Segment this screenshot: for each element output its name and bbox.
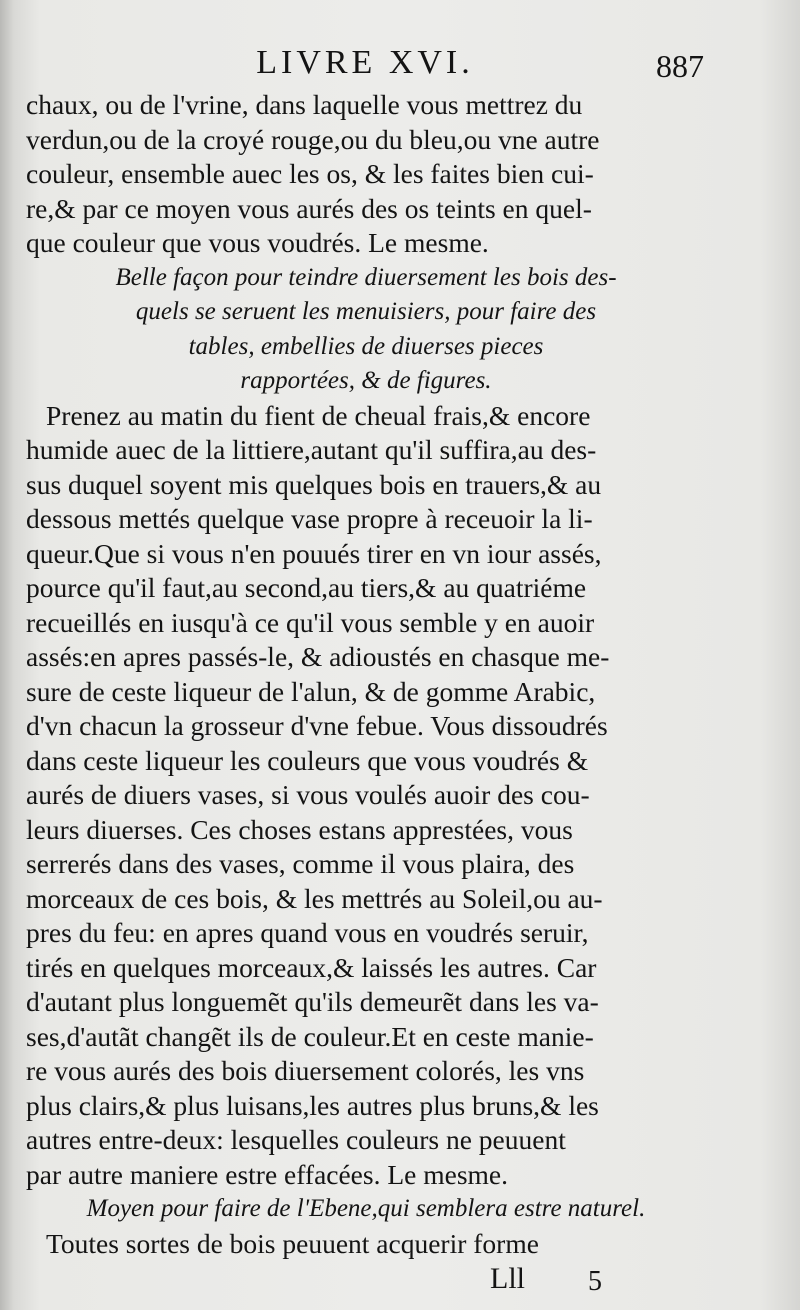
text-line: aurés de diuers vases, si vous voulés auoir des cou- — [26, 779, 590, 810]
signature-mark: Lll — [490, 1262, 525, 1295]
text-line: leurs diuerses. Ces choses estans apprestées, vous — [26, 813, 573, 845]
text-line: autres entre-deux: lesquelles couleurs ne peuuent — [26, 1124, 566, 1155]
page-number: 887 — [656, 48, 704, 84]
text-line-attribution: que couleur que vous voudrés. Le mesme. — [26, 227, 489, 258]
section-heading: rapportées, & de figures. — [240, 367, 492, 394]
text-line: queur.Que si vous n'en pouués tirer en vn iour assés, — [26, 537, 602, 569]
text-line: dans ceste liqueur les couleurs que vous voudrés & — [26, 744, 589, 776]
section-heading: Belle façon pour teindre diuersement les bois des- — [115, 263, 617, 291]
text-line: verdun,ou de la croyé rouge,ou du bleu,ou vne autre — [26, 123, 600, 155]
section-heading: Moyen pour faire de l'Ebene,qui semblera estre naturel. — [86, 1195, 646, 1222]
text-line: Toutes sortes de bois peuuent acquerir forme — [46, 1227, 539, 1259]
text-line: morceaux de ces bois, & les mettrés au Soleil,ou au- — [26, 882, 603, 914]
text-line: sus duquel soyent mis quelques bois en trauers,& au — [26, 468, 602, 500]
text-line: d'vn chacun la grosseur d'vne febue. Vous dissoudrés — [26, 710, 608, 741]
text-line: plus clairs,& plus luisans,les autres plus bruns,& les — [26, 1089, 599, 1121]
page-footer — [0, 1262, 800, 1302]
main-text — [26, 88, 706, 1261]
section-heading: tables, embellies de diuerses pieces — [188, 332, 544, 360]
show-through-ghost — [10, 270, 16, 297]
text-line: dessous mettés quelque vase propre à receuoir la li- — [26, 503, 593, 534]
text-line: couleur, ensemble auec les os, & les faites bien cui- — [26, 158, 594, 189]
text-line: serrerés dans des vases, comme il vous plaira, des — [26, 848, 575, 879]
text-line: chaux, ou de l'vrine, dans laquelle vous mettrez du — [26, 89, 583, 120]
text-line: recueillés en iusqu'à ce qu'il vous semble y en auoir — [26, 606, 595, 638]
text-line: pres du feu: en apres quand vous en voudrés seruir, — [26, 917, 589, 948]
text-line: ses,d'autãt changẽt ils de couleur.Et en ceste manie- — [26, 1020, 594, 1052]
text-line: humide auec de la littiere,autant qu'il suffira,au des- — [26, 434, 597, 465]
text-line: re vous aurés des bois diuersement colorés, les vns — [26, 1055, 585, 1086]
running-head: LIVRE XVI. — [256, 44, 474, 81]
text-line: pource qu'il faut,au second,au tiers,& au quatriéme — [26, 572, 587, 603]
text-line: Prenez au matin du fient de cheual frais,& encore — [46, 399, 591, 431]
text-line-attribution: par autre maniere estre effacées. Le mesme. — [26, 1158, 508, 1190]
page-header — [0, 44, 800, 88]
text-line: re,& par ce moyen vous aurés des os teints en quel- — [26, 192, 592, 224]
text-line: tirés en quelques morceaux,& laissés les autres. Car — [26, 951, 597, 983]
signature-number: 5 — [588, 1266, 602, 1297]
text-line: sure de ceste liqueur de l'alun, & de gomme Arabic, — [26, 675, 596, 707]
text-line: assés:en apres passés-le, & adioustés en chasque me- — [26, 641, 610, 672]
text-line: d'autant plus longuemẽt qu'ils demeurẽt dans les va- — [26, 986, 599, 1017]
section-heading: quels se seruent les menuisiers, pour faire des — [135, 298, 597, 325]
